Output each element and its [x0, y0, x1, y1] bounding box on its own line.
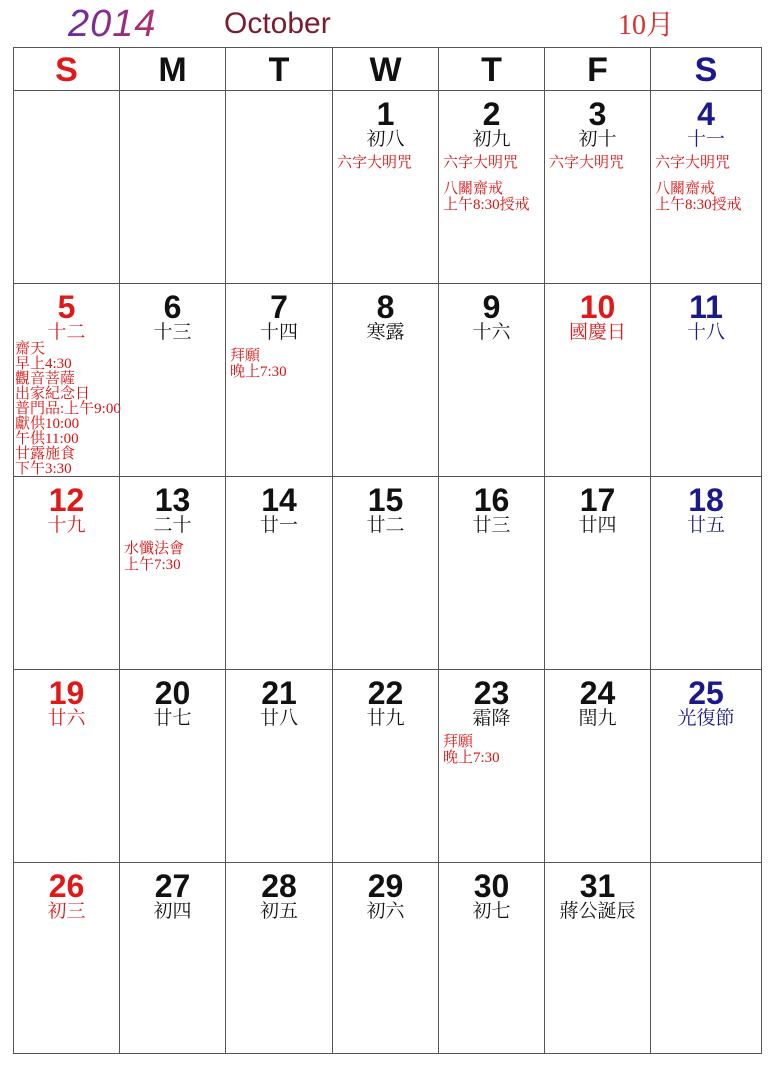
day-cell[interactable] [119, 862, 225, 1053]
day-number: 9 [482, 289, 501, 325]
day-cell[interactable] [225, 862, 332, 1053]
calendar-header [0, 0, 777, 48]
lunar-date: 十四 [259, 322, 298, 343]
day-number: 15 [367, 482, 404, 518]
day-number: 16 [473, 482, 510, 518]
day-number: 26 [48, 868, 85, 904]
event-list [337, 155, 438, 171]
weekday-header-4: T [438, 48, 544, 90]
lunar-date: 初十 [578, 129, 617, 150]
event-line: 八關齋戒 [443, 181, 504, 197]
day-cell[interactable] [544, 669, 650, 862]
day-number: 22 [367, 675, 404, 711]
day-cell[interactable] [225, 669, 332, 862]
day-cell[interactable] [332, 90, 438, 283]
day-number: 6 [163, 289, 182, 325]
day-cell[interactable] [650, 283, 761, 476]
lunar-date: 十二 [47, 322, 86, 343]
lunar-date: 十一 [686, 129, 725, 150]
day-cell[interactable] [119, 476, 225, 669]
day-number: 17 [579, 482, 616, 518]
day-number: 4 [697, 96, 715, 132]
day-number: 1 [376, 96, 395, 132]
lunar-date: 二十 [153, 515, 192, 536]
event-line: 晚上7:30 [230, 364, 287, 380]
event-list [443, 155, 544, 213]
day-cell[interactable] [119, 669, 225, 862]
day-number: 2 [482, 96, 501, 132]
day-number: 7 [270, 289, 288, 325]
event-line: 拜願 [443, 734, 474, 750]
event-line: 晚上7:30 [443, 750, 500, 766]
weekday-header-3: W [332, 48, 438, 90]
day-cell[interactable] [438, 669, 544, 862]
event-line: 上午8:30授戒 [655, 197, 742, 213]
month-chinese-title: 10月 [618, 10, 675, 41]
empty-day-cell [225, 90, 332, 283]
day-cell[interactable] [332, 283, 438, 476]
day-cell[interactable] [650, 669, 761, 862]
lunar-date: 廿九 [366, 708, 405, 729]
event-list [443, 734, 544, 766]
event-line: 出家紀念日 [15, 386, 91, 402]
event-line: 水懺法會 [124, 541, 185, 557]
day-number: 14 [261, 482, 297, 518]
lunar-date: 廿一 [259, 515, 298, 536]
event-line: 六字大明咒 [337, 155, 413, 171]
lunar-date: 廿三 [472, 515, 511, 536]
event-line: 下午3:30 [15, 461, 72, 477]
day-number: 27 [154, 868, 191, 904]
lunar-date: 國慶日 [568, 322, 626, 343]
lunar-date: 霜降 [472, 708, 511, 729]
day-number: 28 [261, 868, 297, 904]
day-number: 12 [48, 482, 85, 518]
day-cell[interactable] [544, 862, 650, 1053]
empty-day-cell [650, 862, 761, 1053]
event-list [15, 342, 119, 477]
event-line: 獻供10:00 [15, 416, 80, 432]
day-cell[interactable] [438, 283, 544, 476]
day-number: 8 [376, 289, 395, 325]
day-cell[interactable] [119, 283, 225, 476]
day-cell[interactable] [14, 283, 119, 476]
event-line: 六字大明咒 [549, 155, 625, 171]
lunar-date: 十三 [153, 322, 192, 343]
day-number: 11 [689, 289, 723, 325]
lunar-date: 初七 [472, 901, 511, 922]
day-number: 30 [473, 868, 510, 904]
weekday-header-1: M [119, 48, 225, 90]
day-cell[interactable] [650, 90, 761, 283]
day-number: 3 [588, 96, 607, 132]
lunar-date: 廿八 [259, 708, 298, 729]
lunar-date: 初八 [366, 129, 405, 150]
day-number: 29 [367, 868, 404, 904]
weekday-header-5: F [544, 48, 650, 90]
day-cell[interactable] [225, 476, 332, 669]
event-list [230, 348, 332, 380]
day-cell[interactable] [544, 283, 650, 476]
lunar-date: 閏九 [578, 708, 617, 729]
day-cell[interactable] [544, 476, 650, 669]
day-number: 31 [579, 868, 616, 904]
event-line: 午供11:00 [15, 431, 79, 447]
day-cell[interactable] [650, 476, 761, 669]
event-line: 齋天 [15, 341, 46, 357]
day-number: 5 [57, 289, 76, 325]
event-line: 早上4:30 [15, 356, 72, 372]
calendar-grid [13, 47, 762, 1054]
lunar-date: 初三 [47, 901, 86, 922]
event-line: 六字大明咒 [443, 155, 519, 171]
weekday-header-2: T [225, 48, 332, 90]
month-title: October [224, 7, 331, 40]
event-list [124, 541, 225, 573]
event-line: 拜願 [230, 348, 261, 364]
day-number: 13 [154, 482, 191, 518]
day-cell[interactable] [225, 283, 332, 476]
event-list [655, 155, 761, 213]
lunar-date: 初六 [366, 901, 405, 922]
weekday-header-6: S [650, 48, 761, 90]
day-number: 21 [261, 675, 297, 711]
empty-day-cell [119, 90, 225, 283]
lunar-date: 初四 [153, 901, 192, 922]
lunar-date: 寒露 [366, 322, 405, 343]
empty-day-cell [14, 90, 119, 283]
lunar-date: 廿二 [366, 515, 405, 536]
weekday-header-0: S [55, 51, 78, 89]
event-line: 六字大明咒 [655, 155, 731, 171]
day-cell[interactable] [332, 862, 438, 1053]
day-number: 20 [154, 675, 191, 711]
day-number: 19 [48, 675, 85, 711]
event-list [549, 155, 650, 171]
lunar-date: 初九 [472, 129, 511, 150]
lunar-date: 十九 [47, 515, 86, 536]
day-cell[interactable] [14, 669, 119, 862]
day-cell[interactable] [14, 862, 119, 1053]
day-number: 24 [579, 675, 616, 711]
event-line: 上午7:30 [124, 557, 181, 573]
lunar-date: 廿四 [578, 515, 617, 536]
lunar-date: 十六 [472, 322, 511, 343]
lunar-date: 蔣公誕辰 [559, 901, 636, 922]
day-cell[interactable] [544, 90, 650, 283]
day-number: 25 [688, 675, 724, 711]
day-cell[interactable] [332, 476, 438, 669]
day-number: 18 [688, 482, 724, 518]
event-line: 上午8:30授戒 [443, 197, 530, 213]
day-cell[interactable] [438, 476, 544, 669]
event-line: 甘露施食 [15, 446, 76, 462]
lunar-date: 十八 [686, 322, 725, 343]
event-line: 八關齋戒 [655, 181, 716, 197]
day-cell[interactable] [438, 90, 544, 283]
day-number: 23 [473, 675, 510, 711]
lunar-date: 廿六 [47, 708, 86, 729]
day-number: 10 [579, 289, 616, 325]
day-cell[interactable] [14, 476, 119, 669]
event-line: 觀音菩薩 [15, 371, 76, 387]
day-cell[interactable] [332, 669, 438, 862]
lunar-date: 光復節 [677, 708, 735, 729]
day-cell[interactable] [438, 862, 544, 1053]
year-title: 2014 [68, 3, 157, 45]
event-line: 普門品:上午9:00 [15, 401, 121, 417]
lunar-date: 廿七 [153, 708, 192, 729]
lunar-date: 初五 [259, 901, 298, 922]
lunar-date: 廿五 [686, 515, 725, 536]
